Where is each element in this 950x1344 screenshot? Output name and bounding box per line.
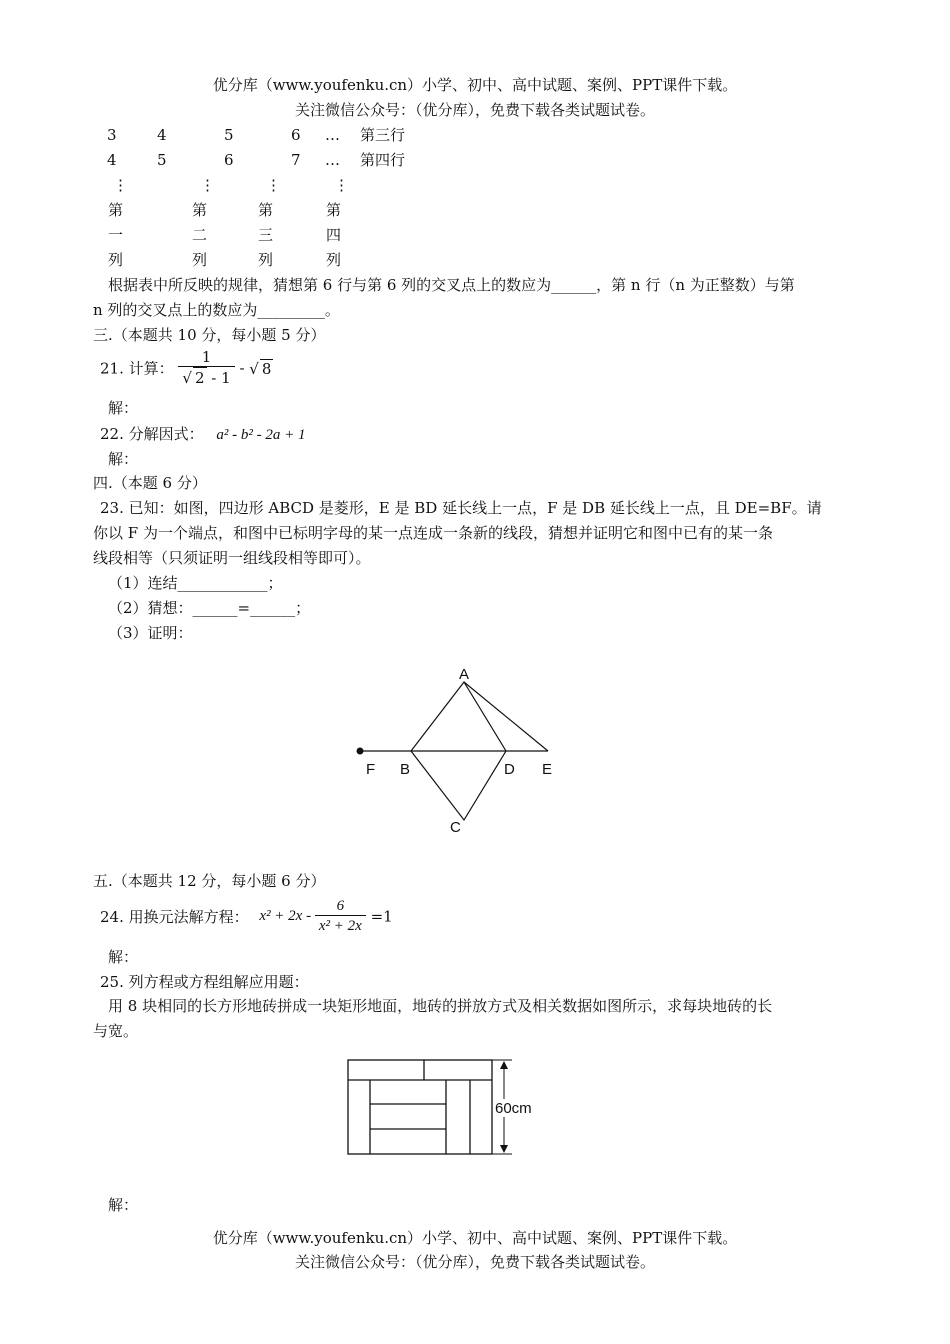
section-5-title: 五.（本题共 12 分，每小题 6 分）	[93, 872, 326, 890]
col-label: 列	[192, 251, 208, 269]
col-label: 一	[108, 226, 124, 244]
q24-label: 24. 用换元法解方程：	[100, 908, 249, 926]
col-label: 列	[326, 251, 342, 269]
question-24	[100, 897, 393, 936]
label-d: D	[504, 761, 515, 778]
q24-denominator: x² + 2x	[318, 918, 362, 934]
q21-radicand-8: 8	[261, 359, 272, 378]
q25-line-1: 用 8 块相同的长方形地砖拼成一块矩形地面，地砖的拼放方式及相关数据如图所示，求每块地砖的长	[108, 997, 773, 1015]
q24-rhs: =1	[370, 907, 393, 926]
q23-step-3: （3）证明：	[108, 624, 193, 642]
vdots: ⋮	[113, 176, 128, 194]
answer-label: 解：	[108, 450, 139, 468]
col-label: 第	[192, 201, 208, 219]
q23-step-2: （2）猜想：______=______；	[108, 599, 311, 617]
answer-label: 解：	[108, 1196, 139, 1214]
table-cell: 3	[107, 126, 117, 144]
col-label: 四	[326, 226, 342, 244]
footer-line-2: 关注微信公众号：（优分库），免费下载各类试题试卷。	[294, 1253, 655, 1271]
col-label: 列	[258, 251, 274, 269]
table-cell: 4	[157, 126, 167, 144]
label-e: E	[542, 761, 553, 778]
q21-numerator: 1	[178, 348, 234, 367]
question-22	[100, 424, 306, 445]
label-c: C	[450, 819, 461, 836]
q24-numerator: 6	[315, 897, 366, 916]
col-label: 三	[258, 226, 274, 244]
q23-line-3: 线段相等（只须证明一组线段相等即可）。	[93, 549, 371, 567]
table-cell: 5	[224, 126, 234, 144]
q21-den-rest: - 1	[206, 369, 231, 387]
label-a: A	[459, 666, 470, 683]
label-f: F	[366, 761, 376, 778]
pattern-question-line-2: n 列的交叉点上的数应为_________。	[93, 301, 340, 319]
q21-denominator: √ 2 - 1	[182, 369, 231, 387]
q21-radicand: 2	[194, 369, 205, 387]
q23-line-2: 你以 F 为一个端点，和图中已标明字母的某一点连成一条新的线段，猜想并证明它和图中已有的某一条	[93, 524, 773, 542]
table-cell: 6	[224, 151, 234, 169]
arrow-up-icon	[500, 1061, 508, 1069]
answer-label: 解：	[108, 399, 139, 417]
table-cell: 6	[291, 126, 301, 144]
col-label: 第	[326, 201, 342, 219]
q23-step-1: （1）连结____________；	[108, 574, 283, 592]
label-b: B	[400, 761, 411, 778]
q21-sqrt-8: √ 8	[249, 359, 272, 378]
header-line-1: 优分库（www.youfenku.cn）小学、初中、高中试题、案例、PPT课件下载。	[212, 76, 738, 94]
col-label: 第	[258, 201, 274, 219]
section-4-title: 四.（本题 6 分）	[93, 474, 207, 492]
col-label: 列	[108, 251, 124, 269]
q21-minus: -	[239, 359, 250, 377]
vdots: ⋮	[266, 176, 281, 194]
section-3-title: 三.（本题共 10 分，每小题 5 分）	[93, 326, 326, 344]
table-cell: 5	[157, 151, 167, 169]
table-cell: …	[325, 151, 340, 169]
q25-title: 25. 列方程或方程组解应用题：	[100, 973, 309, 991]
table-cell: …	[325, 126, 340, 144]
table-cell: 4	[107, 151, 117, 169]
vdots: ⋮	[334, 176, 349, 194]
header-line-2: 关注微信公众号：（优分库），免费下载各类试题试卷。	[294, 101, 655, 119]
table-cell: 7	[291, 151, 301, 169]
q21-label: 21. 计算：	[100, 359, 174, 378]
dimension-label: 60cm	[495, 1100, 532, 1117]
col-label: 二	[192, 226, 208, 244]
arrow-down-icon	[500, 1145, 508, 1153]
q23-line-1: 23. 已知：如图，四边形 ABCD 是菱形，E 是 BD 延长线上一点，F 是 DB 延长线上一点，且 DE=BF。请	[100, 499, 822, 517]
vdots: ⋮	[200, 176, 215, 194]
q22-label: 22. 分解因式：	[100, 425, 204, 443]
point-f	[357, 748, 364, 755]
q24-lhs: x² + 2x -	[259, 908, 315, 924]
table-row-label: 第三行	[360, 126, 406, 144]
q25-line-2: 与宽。	[93, 1022, 139, 1040]
rhombus-figure	[340, 660, 580, 845]
pattern-question-line-1: 根据表中所反映的规律，猜想第 6 行与第 6 列的交叉点上的数应为______，第 n 行（n 为正整数）与第	[108, 276, 795, 294]
tiles-figure	[340, 1052, 555, 1162]
answer-label: 解：	[108, 948, 139, 966]
line-ae	[464, 682, 548, 751]
q22-expression: a² - b² - 2a + 1	[216, 427, 306, 443]
table-row-label: 第四行	[360, 151, 406, 169]
question-21	[100, 348, 273, 388]
col-label: 第	[108, 201, 124, 219]
q21-fraction	[178, 348, 234, 388]
footer-line-1: 优分库（www.youfenku.cn）小学、初中、高中试题、案例、PPT课件下载。	[212, 1229, 738, 1247]
q24-fraction	[315, 897, 366, 936]
